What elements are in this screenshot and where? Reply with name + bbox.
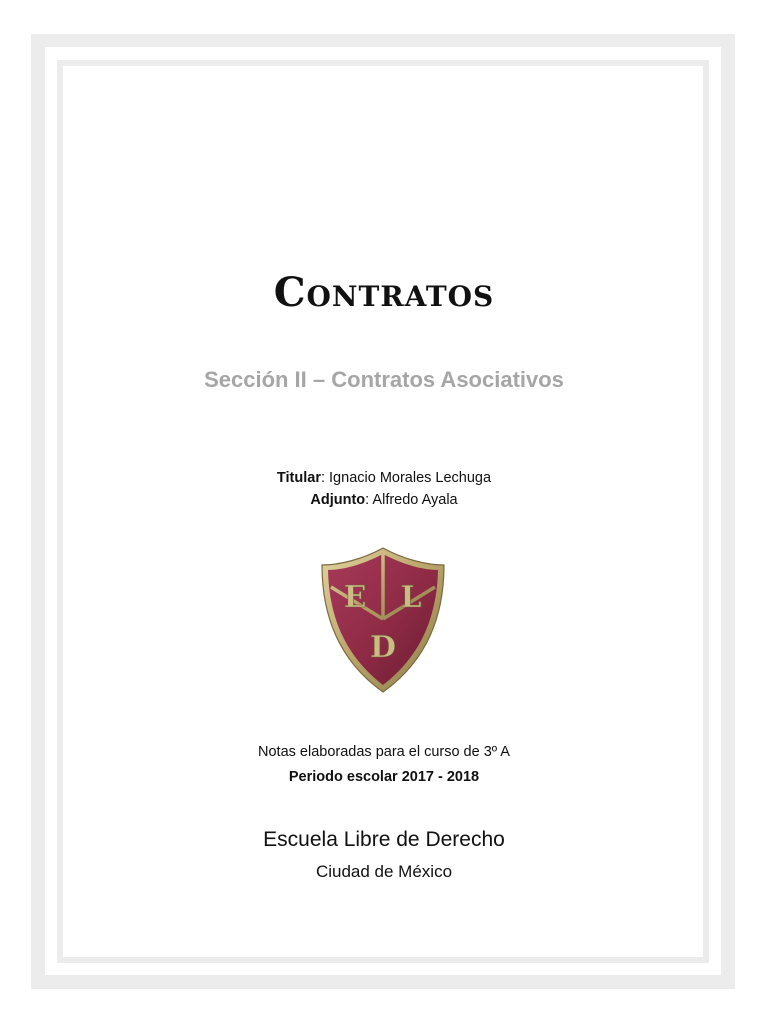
titular-line: Titular: Ignacio Morales Lechuga bbox=[276, 470, 492, 486]
titular-label: Titular bbox=[276, 470, 321, 486]
school-city: Ciudad de México bbox=[315, 862, 453, 881]
adjunto-line: Adjunto: Alfredo Ayala bbox=[310, 492, 458, 508]
staff-block bbox=[0, 467, 768, 511]
crest-letter-e: E bbox=[343, 580, 367, 615]
notes-block bbox=[0, 740, 768, 790]
crest-letter-d: D bbox=[369, 630, 397, 665]
school-name: Escuela Libre de Derecho bbox=[263, 828, 505, 851]
adjunto-label: Adjunto bbox=[310, 492, 366, 508]
adjunto-name: Alfredo Ayala bbox=[372, 492, 458, 508]
document-subtitle: Sección II – Contratos Asociativos bbox=[204, 367, 564, 392]
crest-letter-l: L bbox=[400, 580, 422, 615]
titular-name: Ignacio Morales Lechuga bbox=[329, 470, 492, 486]
document-title: Contratos bbox=[273, 269, 495, 316]
school-crest-logo bbox=[318, 545, 448, 695]
course-line: Notas elaboradas para el curso de 3º A bbox=[258, 744, 510, 760]
period-line: Periodo escolar 2017 - 2018 bbox=[288, 769, 480, 785]
